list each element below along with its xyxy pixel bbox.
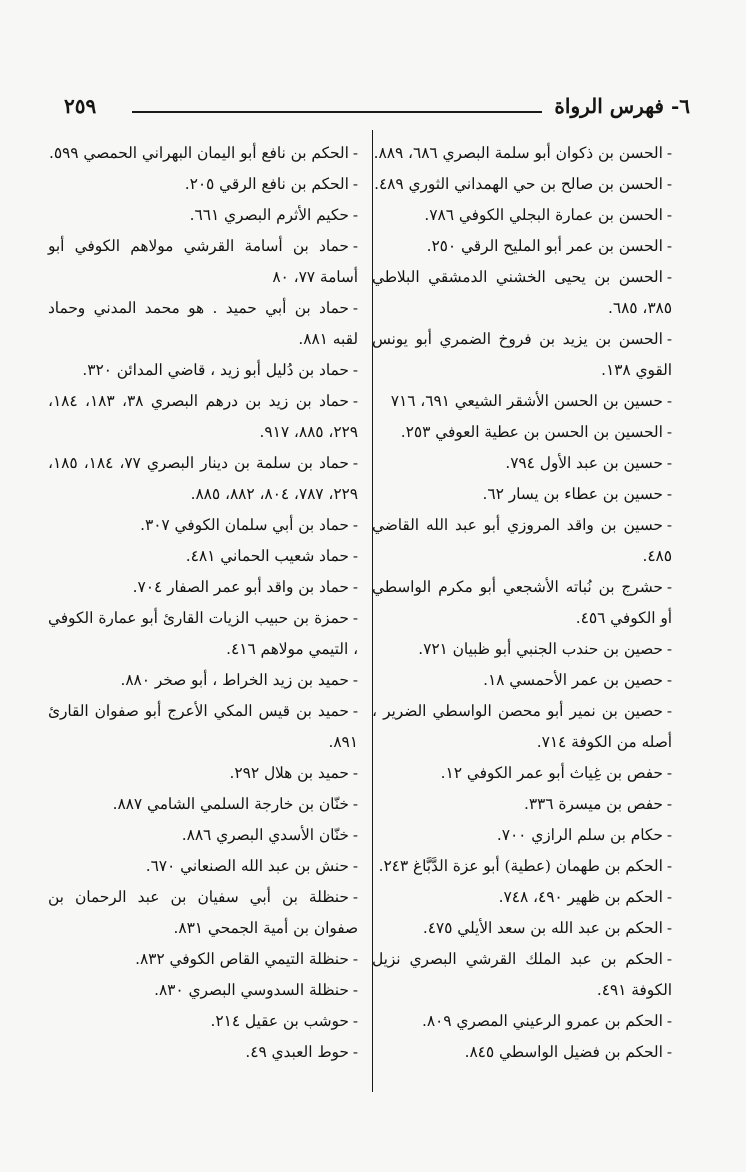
narrator-entry: -حماد بن أسامة القرشي مولاهم الكوفي أبو أسامة ٧٧، ٨٠ [48, 237, 358, 286]
narrator-entry: -الحكم بن عبد الله بن سعد الأيلي ٤٧٥. [422, 919, 672, 937]
narrator-entry: -الحكم بن عمرو الرعيني المصري ٨٠٩. [421, 1012, 672, 1030]
narrator-entry: -حسين بن الحسن الأشقر الشيعي ٦٩١، ٧١٦ [390, 392, 672, 410]
narrator-entry: -حفص بن غِياث أبو عمر الكوفي ١٢. [440, 764, 672, 782]
narrator-entry: -حماد شعيب الحماني ٤٨١. [185, 547, 358, 565]
narrator-entry: -حصين بن حندب الجنبي أبو ظبيان ٧٢١. [418, 640, 672, 658]
narrator-entry: -الحكم بن نافع أبو اليمان البهراني الحمصي ٥٩٩. [48, 144, 358, 162]
narrator-entry: -الحسن بن عمارة البجلي الكوفي ٧٨٦. [424, 206, 672, 224]
narrator-entry: -حسين بن عطاء بن يسار ٦٢. [482, 485, 672, 503]
narrator-entry: -حنظلة بن أبي سفيان بن عبد الرحمان بن صفوان بن أمية الجمحي ٨٣١. [48, 888, 358, 937]
right-column [372, 138, 672, 1068]
narrator-entry: -حنظلة التيمي القاص الكوفي ٨٣٢. [135, 950, 358, 968]
narrator-entry: -الحسين بن الحسن بن عطية العوفي ٢٥٣. [400, 423, 672, 441]
narrator-entry: -حنش بن عبد الله الصنعاني ٦٧٠. [145, 857, 358, 875]
narrator-entry: -حشرج بن نُباته الأشجعي أبو مكرم الواسطي أو الكوفي ٤٥٦. [372, 578, 672, 627]
header-rule [132, 111, 542, 113]
narrator-entry: -الحكم بن نافع الرقي ٢٠٥. [184, 175, 358, 193]
narrator-entry: -حصين بن عمر الأحمسي ١٨. [483, 671, 672, 689]
narrator-entry: -حميد بن زيد الخراط ، أبو صخر ٨٨٠. [120, 671, 358, 689]
narrator-entry: -حماد بن دُليل أبو زيد ، قاضي المدائن ٣٢٠. [82, 361, 358, 379]
narrator-entry: -حوشب بن عقيل ٢١٤. [210, 1012, 358, 1030]
narrator-entry: -حكام بن سلم الرازي ٧٠٠. [496, 826, 672, 844]
narrator-entry: -الحسن بن يزيد بن فروخ الضمري أبو يونس القوي ١٣٨. [372, 330, 672, 379]
narrator-entry: -حماد بن واقد أبو عمر الصفار ٧٠٤. [132, 578, 358, 596]
left-column [48, 138, 358, 1068]
narrator-entry: -الحكم بن عبد الملك القرشي البصري نزيل الكوفة ٤٩١. [372, 950, 672, 999]
narrator-entry: -خنّان الأسدي البصري ٨٨٦. [181, 826, 358, 844]
narrator-entry: -حماد بن أبي سلمان الكوفي ٣٠٧. [140, 516, 358, 534]
narrator-entry: -حوط العبدي ٤٩. [245, 1043, 358, 1061]
narrator-entry: -حماد بن زيد بن درهم البصري ٣٨، ١٨٣، ١٨٤، ٢٢٩، ٨٨٥، ٩١٧. [48, 392, 358, 441]
narrator-entry: -حفص بن ميسرة ٣٣٦. [523, 795, 672, 813]
narrator-entry: -حمزة بن حبيب الزيات القارئ أبو عمارة الكوفي ، التيمي مولاهم ٤١٦. [48, 609, 358, 658]
narrator-entry: -الحكم بن طهمان (عطية) أبو عزة الدَّبَّاغ ٢٤٣. [378, 857, 672, 875]
narrator-entry: -حنظلة السدوسي البصري ٨٣٠. [154, 981, 358, 999]
narrator-entry: -حميد بن قيس المكي الأعرج أبو صفوان القارئ ٨٩١. [48, 702, 358, 751]
narrator-entry: -الحسن بن ذكوان أبو سلمة البصري ٦٨٦، ٨٨٩. [373, 144, 672, 162]
page-number: ٢٥٩ [64, 94, 97, 118]
narrator-entry: -حميد بن هلال ٢٩٢. [229, 764, 358, 782]
narrator-entry: -حسين بن عبد الأول ٧٩٤. [505, 454, 672, 472]
section-title: ٦- فهرس الرواة [554, 94, 690, 118]
narrator-entry: -خنّان بن خارجة السلمي الشامي ٨٨٧. [112, 795, 358, 813]
narrator-entry: -الحسن بن عمر أبو المليح الرقي ٢٥٠. [426, 237, 672, 255]
page-header [58, 92, 690, 128]
narrator-entry: -الحكم بن فضيل الواسطي ٨٤٥. [464, 1043, 672, 1061]
narrator-entry: -الحسن بن صالح بن حي الهمداني الثوري ٤٨٩. [374, 175, 672, 193]
narrator-entry: -حماد بن أبي حميد . هو محمد المدني وحماد لقبه ٨٨١. [48, 299, 358, 348]
narrator-entry: -حماد بن سلمة بن دينار البصري ٧٧، ١٨٤، ١٨٥، ٢٢٩، ٧٨٧، ٨٠٤، ٨٨٢، ٨٨٥. [48, 454, 358, 503]
narrator-entry: -الحسن بن يحيى الخشني الدمشقي البلاطي ٣٨٥، ٦٨٥. [372, 268, 672, 317]
narrator-entry: -حكيم الأثرم البصري ٦٦١. [189, 206, 358, 224]
narrator-entry: -الحكم بن ظهير ٤٩٠، ٧٤٨. [498, 888, 672, 906]
narrator-entry: -حصين بن نمير أبو محصن الواسطي الضرير ، أصله من الكوفة ٧١٤. [372, 702, 672, 751]
narrator-entry: -حسين بن واقد المروزي أبو عبد الله القاضي ٤٨٥. [372, 516, 672, 565]
